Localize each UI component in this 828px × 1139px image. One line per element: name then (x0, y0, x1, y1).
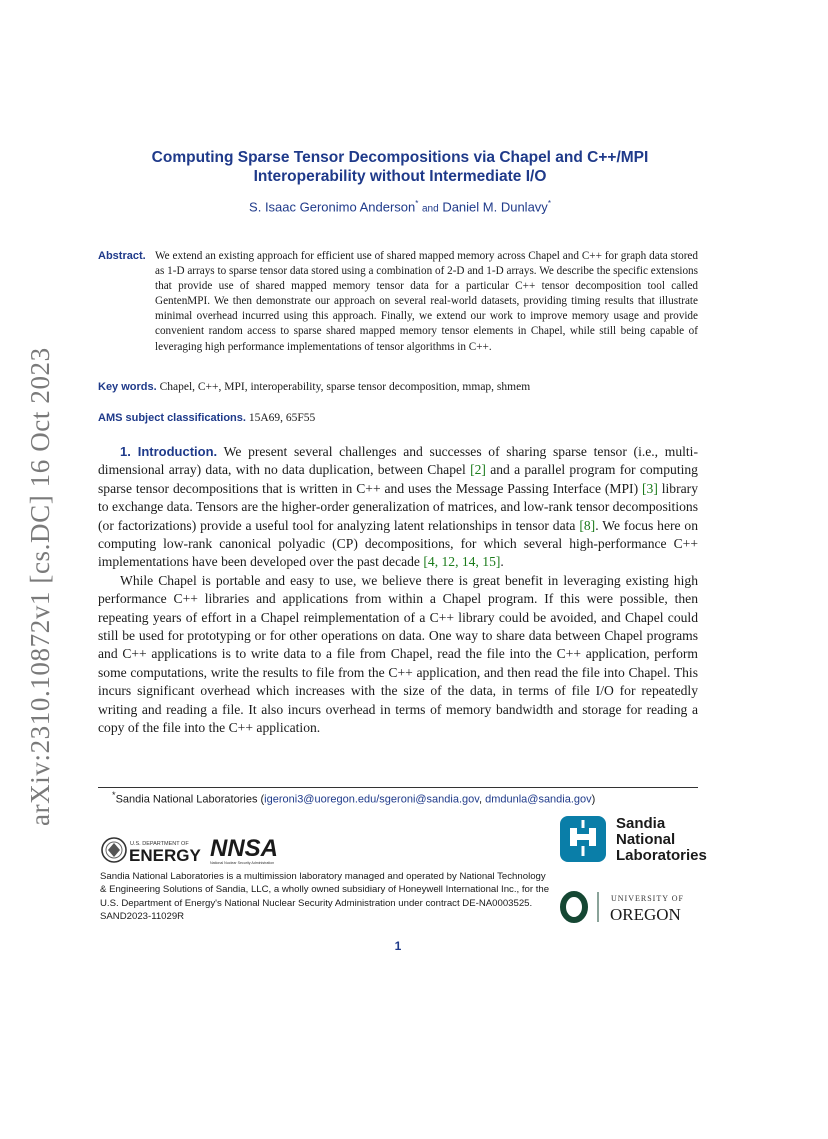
author-1: S. Isaac Geronimo Anderson (249, 199, 416, 215)
intro-paragraph-1 (98, 443, 698, 572)
title-line-2: Interoperability without Intermediate I/O (253, 168, 547, 185)
introduction-section (98, 443, 698, 738)
keywords-line (98, 381, 698, 393)
abstract-text: We extend an existing approach for efficient use of shared mapped memory across Chapel and C++ for graph data stored as 1-D arrays to sparse tensor data stored using a combination of 2-D and 1-D arrays. We describe the specific extensions that provide use of shared mapped memory tensor data for a particular C++ tensor decomposition tool called GentenMPI. We then demonstrate our approach on several real-world datasets, providing timing results that illustrate minimal overhead incurred using this approach. Finally, we extend our work to improve memory usage and provide convenient random access to sparse shared mapped memory tensor elements in Chapel, while still being capable of leveraging high performance implementations of tensor algorithms in C++. (155, 250, 698, 353)
keywords-label: Key words. (98, 381, 157, 393)
oregon-main-text: OREGON (610, 905, 681, 924)
footnote-text: Sandia National Laboratories ( (115, 793, 265, 806)
arxiv-identifier-stamp: arXiv:2310.10872v1 [cs.DC] 16 Oct 2023 (25, 347, 55, 826)
ams-text: 15A69, 65F55 (248, 412, 316, 424)
page-number: 1 (394, 939, 402, 953)
email-link[interactable]: dmdunla@sandia.gov (485, 793, 592, 806)
doe-main-text: ENERGY (129, 846, 201, 865)
citation-link[interactable]: [4, 12, 14, 15] (423, 554, 501, 570)
citation-link[interactable]: [2] (470, 462, 486, 478)
footnote-text: ) (591, 793, 596, 806)
oregon-top-text: UNIVERSITY OF (611, 894, 684, 903)
intro-paragraph-2: While Chapel is portable and easy to use, we believe there is great benefit in leveraging existing high performance C++ libraries and applications from within a Chapel program. If this were possible, then repeating years of effort in a Chapel reimplementation of a C++ library could be avoided, and Chapel could still be used for prototyping or for other operations on data. One way to share data between Chapel programs and C++ applications is to write data to a file from Chapel, read the file into the C++ application, perform some computations, write the results to file from the C++ application, and then read the file into Chapel. This incurs significant overhead which increases with the size of the data, in terms of file I/O for repeatedly writing and reading a file. It also incurs overhead in terms of memory bandwidth and storage for reading a copy of the file into the C++ application. (98, 572, 698, 736)
author-list (100, 199, 700, 214)
abstract-block (98, 249, 698, 355)
citation-link[interactable]: [8] (579, 517, 596, 533)
paper-title (100, 148, 700, 186)
university-of-oregon-logo (558, 888, 708, 924)
affiliation-footnote (112, 790, 595, 806)
email-link[interactable]: igeroni3@uoregon.edu/sgeroni@sandia.gov (264, 793, 479, 806)
ams-classifications-line (98, 412, 698, 424)
intro-text: library to exchange data. Tensors are the higher-order generalization of matrices, and low-rank tensor decompositions (or factorizations) provide a useful tool for analyzing latent relationships in tensor data (98, 480, 698, 533)
title-line-1: Computing Sparse Tensor Decompositions via Chapel and C++/MPI (151, 149, 649, 166)
sandia-line-3: Laboratories (616, 847, 707, 864)
footnote-mark: * (112, 790, 116, 800)
ams-label: AMS subject classifications. (98, 412, 246, 424)
keywords-text: Chapel, C++, MPI, interoperability, sparse tensor decomposition, mmap, shmem (159, 381, 531, 393)
nnsa-sub-text: National Nuclear Security Administration (210, 861, 275, 865)
nnsa-main-text: NNSA (210, 835, 279, 862)
doe-top-text: U.S. DEPARTMENT OF (130, 841, 189, 847)
citation-link[interactable]: [3] (642, 480, 658, 496)
sandia-line-2: National (616, 831, 676, 848)
nnsa-logo (208, 830, 308, 870)
author-2: Daniel M. Dunlavy (442, 199, 548, 215)
section-heading: 1. Introduction. (120, 444, 218, 459)
intro-text: . (500, 554, 504, 570)
intro-text: and a parallel program for computing sparse tensor decompositions that is written in C++ and uses the Message Passing Interface (MPI) (98, 462, 698, 496)
footnote-separator: , (478, 793, 486, 806)
author-conjunction: and (422, 203, 439, 215)
sandia-line-1: Sandia (616, 815, 666, 832)
doe-logo (100, 830, 208, 870)
abstract-label: Abstract. (98, 250, 146, 262)
funding-statement: Sandia National Laboratories is a multimission laboratory managed and operated by National Technology & Engineering Solutions of Sandia, LLC, a wholly owned subsidiary of Honeywell International Inc., for the U.S. Department of Energy's National Nuclear Security Administration under contract DE-NA0003525. SAND2023-11029R (100, 871, 550, 923)
intro-text: We present several challenges and successes of sharing sparse tensor (i.e., multi-dimensional array) data, with no data duplication, between Chapel (98, 444, 698, 478)
footnote-divider (98, 787, 698, 788)
intro-text: . We focus here on computing low-rank canonical polyadic (CP) decompositions, for which several high-performance C++ implementations have been developed over the past decade (98, 517, 699, 570)
sandia-logo (558, 810, 708, 880)
author-2-mark: * (547, 199, 551, 208)
author-1-mark: * (415, 199, 419, 208)
